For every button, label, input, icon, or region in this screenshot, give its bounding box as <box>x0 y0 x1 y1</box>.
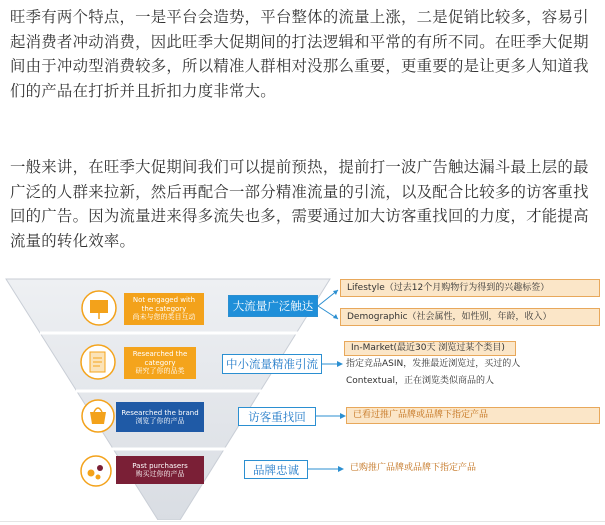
channel-brand-loyalty: 品牌忠诚 <box>244 460 308 479</box>
note-contextual: Contextual，正在浏览类似商品的人 <box>346 376 494 386</box>
note-competitor-asin: 指定竞品ASIN，发推最近浏览过，买过的人 <box>346 359 521 369</box>
marketing-funnel-diagram <box>0 275 605 520</box>
funnel-stage-past-purchasers <box>116 456 204 484</box>
gift-items-icon <box>81 456 111 486</box>
funnel-stage-not-engaged <box>124 293 204 325</box>
funnel-stage-researched-category <box>124 347 196 379</box>
gift-items-icon <box>88 470 95 477</box>
bottom-divider <box>0 521 605 522</box>
note-lifestyle: Lifestyle（过去12个月购物行为得到的兴趣标签） <box>340 279 600 297</box>
paragraph-2: 一般来讲，在旺季大促期间我们可以提前预热，提前打一波广告触达漏斗最上层的最广泛的人群来拉新，然后再配合一部分精准流量的引流，以及配合比较多的访客重找回的广告。因为流量进来得多流失也多，需要通过加大访客重找回的力度，才能提高流量的转化效率。 <box>10 158 589 250</box>
arrow-1-head <box>333 290 338 295</box>
stage-cn: 研究了你的品类 <box>135 367 185 376</box>
shopping-bag-icon <box>90 412 106 424</box>
note-demographic: Demographic（社会属性，如性别，年龄，收入） <box>340 308 600 326</box>
stage-cn: 尚未与您的类目互动 <box>132 313 196 322</box>
stage-en: Researched the category <box>132 350 188 367</box>
stage-cn: 浏览了你的产品 <box>135 417 185 425</box>
channel-visitor-retargeting: 访客重找回 <box>238 407 316 426</box>
paragraph-1: 旺季有两个特点，一是平台会造势，平台整体的流量上涨，二是促销比较多，容易引起消费者冲动消费，因此旺季大促期间的打法逻辑和平常的有所不同。在旺季大促期间由于冲动型消费较多，所以精准人群相对没那么重要，更重要的是让更多人知道我们的产品在打折并且折扣力度非常大。 <box>10 8 589 100</box>
stage-en: Researched the brand <box>121 408 199 417</box>
channel-precise-traffic: 中小流量精准引流 <box>222 354 322 374</box>
gift-items-icon <box>96 475 101 480</box>
funnel-stage-researched-brand <box>116 402 204 432</box>
note-purchased-brand: 已购推广品牌或品牌下指定产品 <box>350 463 477 473</box>
arrow-2-head <box>337 361 343 367</box>
arrow-4-head <box>338 466 344 472</box>
gift-items-icon <box>97 465 103 471</box>
note-viewed-brand: 已看过推广品牌或品牌下指定产品 <box>346 407 600 424</box>
stage-en: Not engaged with the category <box>132 296 196 313</box>
stage-cn: 购买过你的产品 <box>135 470 185 478</box>
chart-board-icon <box>90 300 108 313</box>
note-in-market: In-Market(最近30天 浏览过某个类目) <box>344 341 516 356</box>
channel-broad-reach: 大流量广泛触达 <box>228 295 318 317</box>
stage-en: Past purchasers <box>132 461 188 470</box>
